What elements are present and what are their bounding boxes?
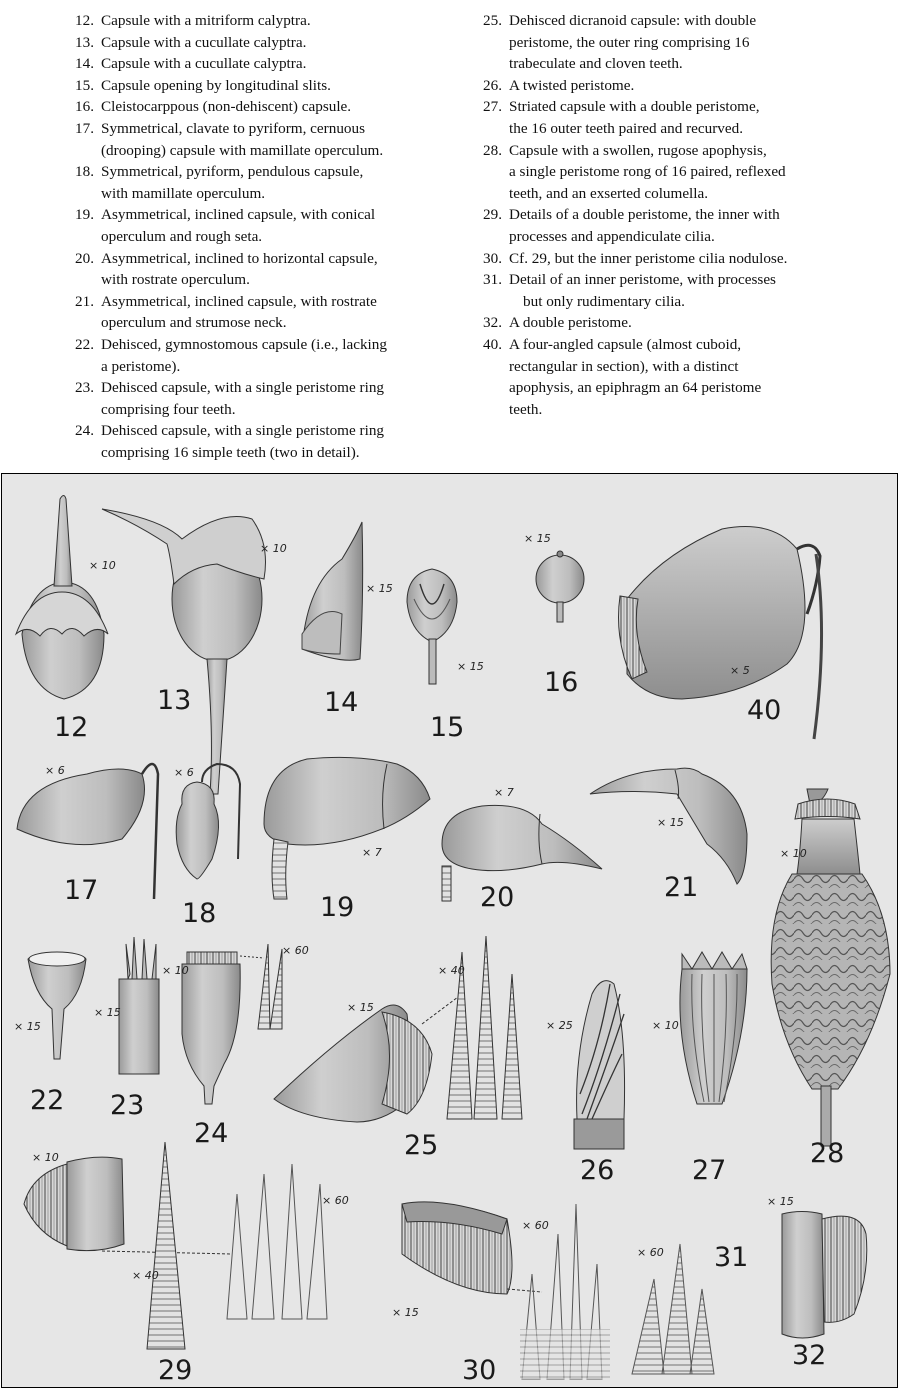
legend-entry-number: 18. [75, 163, 94, 181]
figure-25-dicranoid-capsule [274, 936, 522, 1161]
legend-entry-number: 16. [75, 98, 94, 116]
legend-entry-text [509, 10, 883, 75]
figure-15-magnification: × 15 [457, 660, 484, 673]
figure-30-number: 30 [462, 1355, 497, 1386]
legend-entry-line: apophysis, an epiphragm an 64 peristome [509, 379, 762, 397]
legend-entry-line: Symmetrical, clavate to pyriform, cernuous [101, 119, 366, 137]
legend-entry [75, 291, 455, 334]
legend-entry-number: 30. [483, 249, 502, 267]
figure-24-number: 24 [194, 1118, 229, 1149]
legend-entry-number: 27. [483, 98, 502, 116]
legend-entry-line: with rostrate operculum. [101, 271, 250, 289]
legend-entry [483, 96, 883, 139]
legend-entry-line: Dehisced, gymnostomous capsule (i.e., lacking [101, 335, 387, 353]
legend-entry [483, 204, 883, 247]
legend-entry-line: teeth, and an exserted columella. [509, 184, 709, 202]
figure-20-rostrate-capsule [442, 786, 602, 913]
figure-30-magnification: × 15 [392, 1306, 419, 1319]
figure-19-inclined-capsule [264, 757, 430, 923]
figure-23-four-teeth [94, 937, 159, 1121]
figure-22-number: 22 [30, 1085, 65, 1116]
figure-27-number: 27 [692, 1155, 727, 1186]
figure-29-detail-magnification: × 40 [132, 1269, 159, 1282]
legend-entry-line: comprising four teeth. [101, 400, 236, 418]
legend-entry [75, 96, 455, 118]
legend-entry [75, 204, 455, 247]
figure-12-magnification: × 10 [89, 559, 116, 572]
figure-29-magnification: × 10 [32, 1151, 59, 1164]
plate-drawings [2, 474, 898, 1388]
legend-entry-text [509, 334, 883, 420]
figure-15-slit-capsule [407, 569, 484, 743]
legend-entry [75, 32, 455, 54]
legend-entry-text [101, 75, 455, 97]
legend-entry-number: 14. [75, 55, 94, 73]
figure-24-magnification: × 10 [162, 964, 189, 977]
figure-32-double-peristome [767, 1195, 867, 1371]
legend-entry-text [101, 10, 455, 32]
legend-entry [75, 420, 455, 463]
legend-entry-line: Dehisced dicranoid capsule: with double [509, 12, 757, 29]
figure-32-magnification: × 15 [767, 1195, 794, 1208]
legend-entry [483, 312, 883, 334]
legend-entry [75, 248, 455, 291]
figure-13-cucullate-calyptra [102, 509, 287, 794]
legend-entry-text [509, 204, 883, 247]
legend-entry-text [509, 248, 883, 270]
legend-entry-number: 20. [75, 249, 94, 267]
legend-entry [75, 334, 455, 377]
legend-entry-line: Dehisced capsule, with a single peristome ring [101, 379, 385, 397]
figure-31-number: 31 [714, 1242, 749, 1273]
figure-30-detail-magnification: × 60 [522, 1219, 549, 1232]
figure-16-number: 16 [544, 667, 579, 698]
legend-entry-line: Dehisced capsule, with a single peristome ring [101, 422, 385, 440]
legend-entry-line: Capsule with a mitriform calyptra. [101, 12, 311, 29]
legend-entry-text [509, 75, 883, 97]
legend-entry-line: Capsule with a cucullate calyptra. [101, 55, 307, 73]
figure-25-magnification: × 15 [347, 1001, 374, 1014]
legend-entry-text [509, 269, 883, 312]
figure-25-number: 25 [404, 1130, 439, 1161]
legend-entry-text [101, 96, 455, 118]
legend-entry-line: teeth. [509, 400, 543, 418]
legend-entry-number: 40. [483, 335, 502, 353]
figure-40-four-angled-capsule [619, 527, 822, 740]
legend-entry-number: 21. [75, 292, 94, 310]
figure-31-inner-peristome [632, 1242, 748, 1374]
legend-entry [75, 10, 455, 32]
legend-entry [75, 118, 455, 161]
figure-19-number: 19 [320, 892, 355, 923]
legend-entry-text [101, 53, 455, 75]
legend-entry-line: but only rudimentary cilia. [523, 292, 685, 310]
legend-entry [483, 248, 883, 270]
figure-30-nodulose-cilia [392, 1202, 610, 1386]
legend-entry-text [101, 377, 455, 420]
figure-16-magnification: × 15 [524, 532, 551, 545]
figure-27-striated-capsule [652, 952, 747, 1186]
legend-entry [75, 377, 455, 420]
legend-entry-text [509, 140, 883, 205]
legend-entry-number: 12. [75, 12, 94, 29]
legend-entry-line: Striated capsule with a double peristome, [509, 98, 760, 116]
legend-entry-text [101, 334, 455, 377]
legend-entry [75, 53, 455, 75]
figure-26-magnification: × 25 [546, 1019, 573, 1032]
legend-entry-line: rectangular in section), with a distinct [509, 357, 739, 375]
figure-28-number: 28 [810, 1138, 845, 1169]
legend-entry-line: A twisted peristome. [509, 76, 635, 94]
figure-26-number: 26 [580, 1155, 615, 1186]
legend-entry-line: Detail of an inner peristome, with processes [509, 271, 776, 289]
legend-entry-number: 28. [483, 141, 502, 159]
legend-entry-text [101, 291, 455, 334]
figure-32-number: 32 [792, 1340, 827, 1371]
figure-12-number: 12 [54, 712, 89, 743]
figure-29-cilia-magnification: × 60 [322, 1194, 349, 1207]
legend-entry-text [101, 204, 455, 247]
legend-entry-number: 29. [483, 206, 502, 224]
legend-entry-line: A double peristome. [509, 314, 632, 332]
figure-17-magnification: × 6 [45, 764, 65, 777]
legend-entry-number: 13. [75, 33, 94, 51]
figure-13-magnification: × 10 [260, 542, 287, 555]
legend-entry-line: a peristome). [101, 357, 181, 375]
legend-entry-line: Asymmetrical, inclined capsule, with rostrate [101, 292, 377, 310]
figure-28-rugose-apophysis [771, 789, 890, 1169]
legend-entry [483, 269, 883, 312]
figure-24-detail-magnification: × 60 [282, 944, 309, 957]
legend-column-right [483, 10, 883, 420]
legend-entry-number: 19. [75, 206, 94, 224]
figure-23-number: 23 [110, 1090, 145, 1121]
figure-22-magnification: × 15 [14, 1020, 41, 1033]
legend-entry-line: trabeculate and cloven teeth. [509, 55, 683, 73]
figure-20-magnification: × 7 [494, 786, 514, 799]
legend-entry-line: Symmetrical, pyriform, pendulous capsule, [101, 163, 364, 181]
figure-13-number: 13 [157, 685, 192, 716]
figure-21-number: 21 [664, 872, 699, 903]
legend-entry-line: Asymmetrical, inclined to horizontal capsule, [101, 249, 378, 267]
figure-18-magnification: × 6 [174, 766, 194, 779]
figure-25-detail-magnification: × 40 [438, 964, 465, 977]
illustration-plate [1, 473, 898, 1388]
legend-entry [75, 75, 455, 97]
legend-entry-text [101, 420, 455, 463]
figure-40-number: 40 [747, 695, 782, 726]
legend-column-left [75, 10, 455, 463]
legend-entry-number: 32. [483, 314, 502, 332]
figure-29-double-peristome [24, 1142, 349, 1386]
legend-entry-text [509, 312, 883, 334]
legend-entry-line: Asymmetrical, inclined capsule, with conical [101, 206, 376, 224]
figure-23-magnification: × 15 [94, 1006, 121, 1019]
legend-entry-number: 17. [75, 119, 94, 137]
legend-entry-line: Cf. 29, but the inner peristome cilia nodulose. [509, 249, 788, 267]
legend-entry-number: 23. [75, 379, 94, 397]
figure-17-cernuous-capsule [17, 764, 158, 906]
legend-entry-line: (drooping) capsule with mamillate operculum. [101, 141, 384, 159]
figure-22-gymnostomous-capsule [14, 952, 86, 1116]
figure-31-magnification: × 60 [637, 1246, 664, 1259]
figure-18-number: 18 [182, 898, 217, 929]
legend-entry-line: Details of a double peristome, the inner with [509, 206, 780, 224]
figure-14-number: 14 [324, 687, 359, 718]
legend-entry-line: with mamillate operculum. [101, 184, 266, 202]
figure-29-number: 29 [158, 1355, 193, 1386]
figure-19-magnification: × 7 [362, 846, 382, 859]
figure-24-sixteen-teeth [162, 944, 309, 1149]
figure-20-number: 20 [480, 882, 515, 913]
figure-14-cucullate-calyptra [302, 522, 393, 718]
legend-entry [483, 334, 883, 420]
figure-21-strumose-capsule [590, 768, 747, 903]
figure-14-magnification: × 15 [366, 582, 393, 595]
figure-15-number: 15 [430, 712, 465, 743]
legend-entry-line: peristome, the outer ring comprising 16 [509, 33, 750, 51]
figure-27-magnification: × 10 [652, 1019, 679, 1032]
legend-entry-number: 24. [75, 422, 94, 440]
figure-21-magnification: × 15 [657, 816, 684, 829]
legend-entry [75, 161, 455, 204]
legend-entry-line: operculum and strumose neck. [101, 314, 287, 332]
figure-16-cleistocarpous-capsule [524, 532, 584, 698]
legend-entry-number: 15. [75, 76, 94, 94]
legend-entry-line: a single peristome rong of 16 paired, reflexed [509, 163, 786, 181]
legend-entry-line: operculum and rough seta. [101, 227, 263, 245]
legend-entry-text [101, 118, 455, 161]
legend-entry-text [509, 96, 883, 139]
figure-28-magnification: × 10 [780, 847, 807, 860]
legend-entry-number: 31. [483, 271, 502, 289]
legend-entry [483, 140, 883, 205]
legend-entry [483, 10, 883, 75]
legend-entry-line: Capsule with a swollen, rugose apophysis, [509, 141, 767, 159]
figure-17-number: 17 [64, 875, 99, 906]
figure-26-twisted-peristome [546, 981, 625, 1186]
legend-entry-line: comprising 16 simple teeth (two in detail). [101, 443, 360, 461]
figure-18-pendulous-capsule [174, 764, 240, 929]
legend-entry-line: the 16 outer teeth paired and recurved. [509, 119, 744, 137]
legend-entry-text [101, 248, 455, 291]
legend-entry-line: processes and appendiculate cilia. [509, 227, 715, 245]
legend-entry-text [101, 161, 455, 204]
figure-legend [0, 0, 900, 470]
legend-entry-text [101, 32, 455, 54]
legend-entry-number: 25. [483, 12, 502, 29]
legend-entry-line: Capsule with a cucullate calyptra. [101, 33, 307, 51]
legend-entry-line: A four-angled capsule (almost cuboid, [509, 335, 742, 353]
figure-40-magnification: × 5 [730, 664, 750, 677]
figure-12-mitriform-calyptra [16, 496, 116, 744]
legend-entry-line: Cleistocarppous (non-dehiscent) capsule. [101, 98, 352, 116]
legend-entry-line: Capsule opening by longitudinal slits. [101, 76, 331, 94]
legend-entry [483, 75, 883, 97]
legend-entry-number: 26. [483, 76, 502, 94]
legend-entry-number: 22. [75, 335, 94, 353]
